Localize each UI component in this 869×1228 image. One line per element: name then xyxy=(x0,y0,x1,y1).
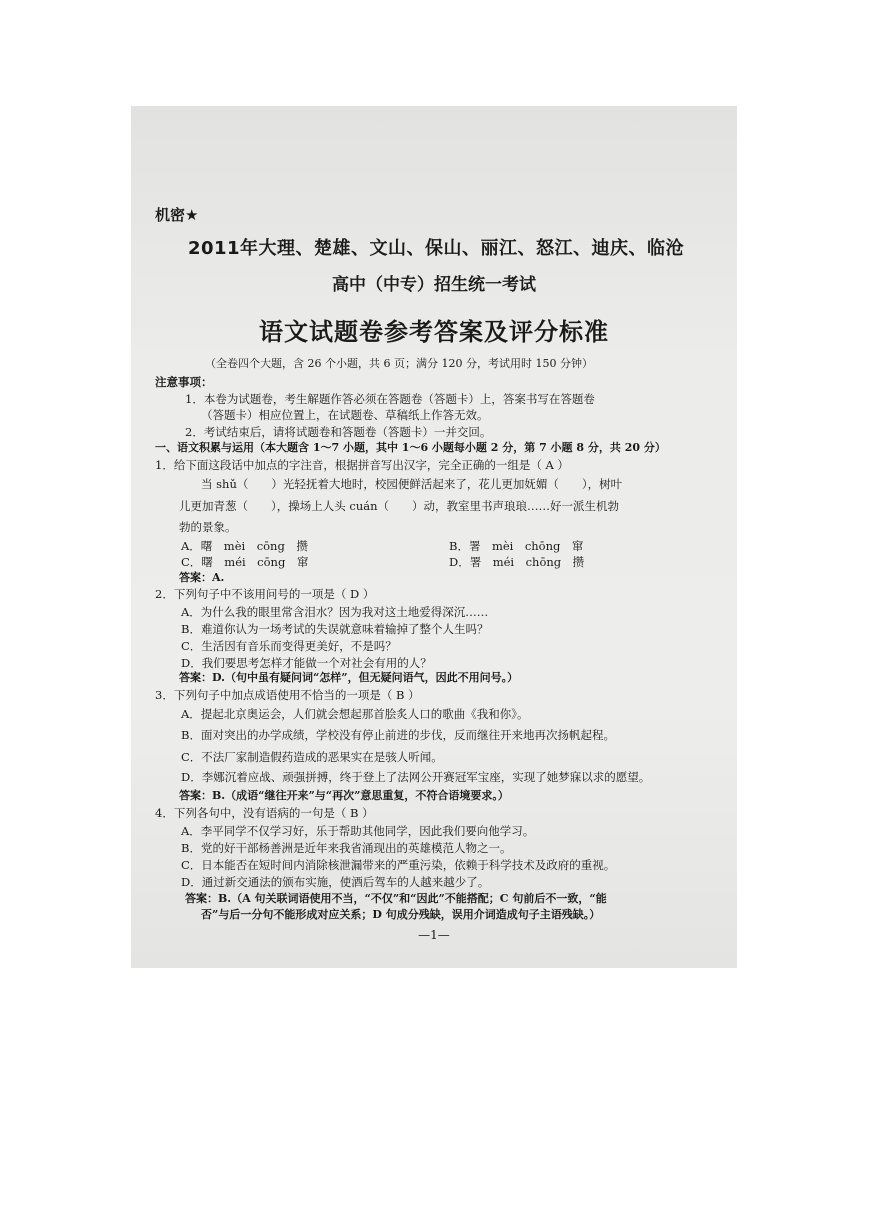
q4-answer-line-1: 答案：B.（A 句关联词语使用不当，“不仅”和“因此”不能搭配；C 句前后不一致，“能 xyxy=(185,892,607,905)
notice-heading: 注意事项： xyxy=(155,375,213,389)
q1-option-a: A．曙 mèi cōng 攒 xyxy=(181,539,308,553)
notice-item-2: 2．考试结束后，请将试题卷和答题卷（答题卡）一并交回。 xyxy=(185,425,492,439)
q1-passage-1: 当 shǔ（ ）光轻抚着大地时，校园便鲜活起来了，花儿更加妩媚（ ），树叶 xyxy=(201,477,623,491)
document-content xyxy=(131,106,737,968)
q2-option-c: C．生活因有音乐而变得更美好，不是吗？ xyxy=(181,639,397,653)
q2-stem: 2．下列句子中不该用问号的一项是（ D ） xyxy=(155,587,375,601)
q3-answer: 答案：B.（成语“继往开来”与“再次”意思重复，不符合语境要求。） xyxy=(179,789,509,802)
q3-stem: 3．下列句子中加点成语使用不恰当的一项是（ B ） xyxy=(155,688,420,702)
scanned-page xyxy=(131,106,737,968)
q1-passage-3: 勃的景象。 xyxy=(179,520,237,534)
q1-passage-2: 儿更加青葱（ ），操场上人头 cuán（ ）动，教室里书声琅琅……好一派生机勃 xyxy=(179,499,620,513)
secret-mark: 机密★ xyxy=(155,206,199,224)
q4-option-a: A．李平同学不仅学习好，乐于帮助其他同学，因此我们要向他学习。 xyxy=(181,824,535,838)
q4-option-d: D．通过新交通法的颁布实施，使酒后驾车的人越来越少了。 xyxy=(181,875,490,889)
q4-option-c: C．日本能否在短时间内消除核泄漏带来的严重污染，依赖于科学技术及政府的重视。 xyxy=(181,858,616,872)
q4-stem: 4．下列各句中，没有语病的一句是（ B ） xyxy=(155,806,374,820)
q3-option-c: C．不法厂家制造假药造成的恶果实在是骇人听闻。 xyxy=(181,750,443,764)
q4-option-b: B．党的好干部杨善洲是近年来我省涌现出的英雄模范人物之一。 xyxy=(181,841,512,855)
q2-option-d: D．我们要思考怎样才能做一个对社会有用的人？ xyxy=(181,656,432,670)
q4-answer-line-2: 否”与后一分句不能形成对应关系；D 句成分残缺，误用介词造成句子主语残缺。） xyxy=(201,908,601,921)
q1-option-c: C．曙 méi cōng 窜 xyxy=(181,555,309,569)
notice-item-1b: （答题卡）相应位置上，在试题卷、草稿纸上作答无效。 xyxy=(201,408,489,422)
q1-answer: 答案：A. xyxy=(179,571,225,584)
q2-option-b: B．难道你认为一场考试的失误就意味着输掉了整个人生吗？ xyxy=(181,622,489,636)
q1-option-d: D．署 méi chōng 攒 xyxy=(449,555,585,569)
q2-option-a: A．为什么我的眼里常含泪水？因为我对这土地爱得深沉…… xyxy=(181,605,489,619)
title-line-1: 2011年大理、楚雄、文山、保山、丽江、怒江、迪庆、临沧 xyxy=(187,238,685,259)
exam-info: （全卷四个大题，含 26 个小题，共 6 页；满分 120 分，考试用时 150 分钟） xyxy=(205,357,593,370)
title-line-2: 高中（中专）招生统一考试 xyxy=(332,275,536,295)
q3-option-b: B．面对突出的办学成绩，学校没有停止前进的步伐，反而继往开来地再次扬帆起程。 xyxy=(181,728,615,742)
notice-item-1a: 1．本卷为试题卷，考生解题作答必须在答题卷（答题卡）上，答案书写在答题卷 xyxy=(185,392,595,406)
section-1-heading: 一、语文积累与运用（本大题含 1～7 小题，其中 1～6 小题每小题 2 分，第 7 小题 8 分，共 20 分） xyxy=(155,441,666,454)
q3-option-a: A．提起北京奥运会，人们就会想起那首脍炙人口的歌曲《我和你》。 xyxy=(181,707,529,721)
q2-answer: 答案：D.（句中虽有疑问词“怎样”，但无疑问语气，因此不用问号。） xyxy=(179,671,519,684)
q1-option-b: B．署 mèi chōng 窜 xyxy=(449,539,584,553)
page-number: —1— xyxy=(418,928,450,942)
main-title: 语文试题卷参考答案及评分标准 xyxy=(259,317,609,346)
q1-stem: 1．给下面这段话中加点的字注音，根据拼音写出汉字，完全正确的一组是（ A ） xyxy=(155,458,569,472)
q3-option-d: D．李娜沉着应战、顽强拼搏，终于登上了法网公开赛冠军宝座，实现了她梦寐以求的愿望。 xyxy=(181,770,651,784)
